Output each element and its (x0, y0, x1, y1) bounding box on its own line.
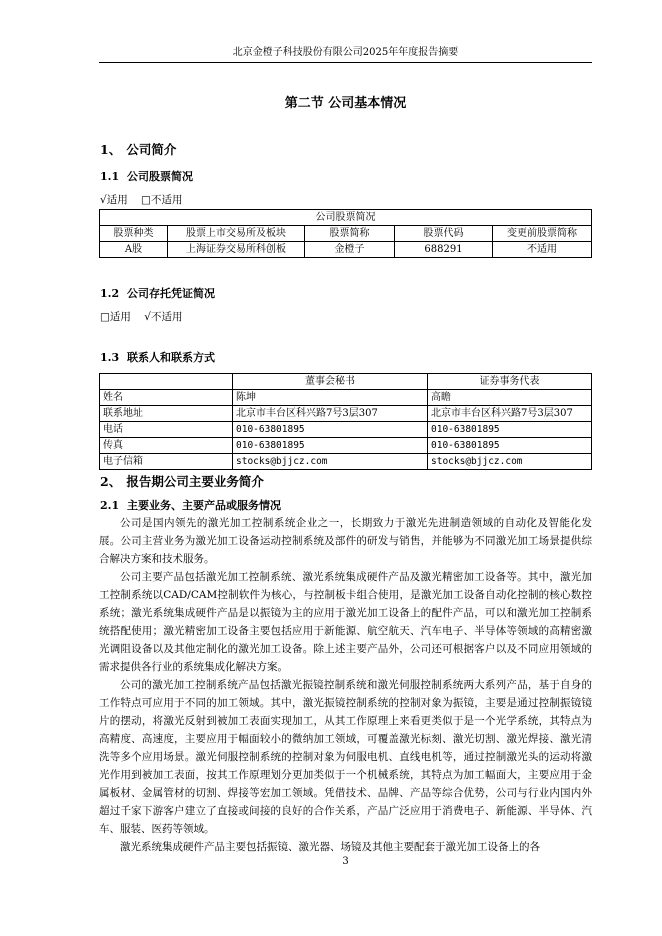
row-label: 姓名 (100, 390, 233, 406)
table-header-row (100, 374, 592, 390)
heading-business-overview (100, 474, 264, 490)
table-cell: 不适用 (493, 242, 592, 258)
heading-number: 1.3 (100, 351, 120, 364)
table-row (100, 242, 592, 258)
representative-value: stocks@bjjcz.com (428, 454, 592, 470)
running-header: 北京金橙子科技股份有限公司2025年年度报告摘要 (232, 47, 459, 58)
not-applicable-option: √不适用 (144, 311, 183, 323)
table-cell: 金橙子 (305, 242, 395, 258)
page-number: 3 (342, 856, 349, 867)
row-label: 电子信箱 (100, 454, 233, 470)
heading-stock-overview (100, 170, 193, 184)
representative-value: 010-63801895 (428, 422, 592, 438)
table-cell: 688291 (395, 242, 493, 258)
secretary-value: 陈坤 (233, 390, 428, 406)
table-row (100, 422, 592, 438)
table-caption-row (100, 210, 592, 226)
table-header-cell: 股票代码 (395, 226, 493, 242)
table-header-cell: 股票上市交易所及板块 (168, 226, 305, 242)
heading-company-profile (100, 142, 176, 158)
table-row (100, 406, 592, 422)
table-caption: 公司股票简况 (100, 210, 592, 226)
heading-contacts (100, 351, 215, 365)
table-row (100, 390, 592, 406)
table-header-cell: 股票简称 (305, 226, 395, 242)
secretary-value: 北京市丰台区科兴路7号3层307 (233, 406, 428, 422)
secretary-value: 010-63801895 (233, 438, 428, 454)
heading-text: 公司存托凭证简况 (126, 287, 215, 300)
table-row (100, 454, 592, 470)
depositary-applicable-check (100, 310, 192, 324)
representative-value: 010-63801895 (428, 438, 592, 454)
paragraph: 激光系统集成硬件产品主要包括振镜、激光器、场镜及其他主要配套于激光加工设备上的各 (120, 841, 540, 853)
table-header-cell: 董事会秘书 (233, 374, 428, 390)
table-header-cell: 证券事务代表 (428, 374, 592, 390)
row-label: 传真 (100, 438, 233, 454)
heading-number: 1、 (100, 142, 122, 157)
stock-applicable-check (100, 193, 192, 207)
representative-value: 北京市丰台区科兴路7号3层307 (428, 406, 592, 422)
heading-number: 2.1 (100, 499, 120, 512)
heading-text: 公司简介 (126, 142, 177, 157)
heading-text: 主要业务、主要产品或服务情况 (126, 499, 281, 512)
heading-number: 2、 (100, 474, 122, 489)
table-header-cell: 股票种类 (100, 226, 168, 242)
table-cell: A股 (100, 242, 168, 258)
stock-overview-table (99, 209, 592, 258)
applicable-option: √适用 (100, 194, 128, 206)
row-label: 电话 (100, 422, 233, 438)
row-label: 联系地址 (100, 406, 233, 422)
secretary-value: stocks@bjjcz.com (233, 454, 428, 470)
heading-main-business (100, 499, 281, 513)
secretary-value: 010-63801895 (233, 422, 428, 438)
heading-text: 报告期公司主要业务简介 (126, 474, 264, 489)
representative-value: 高瞻 (428, 390, 592, 406)
table-header-row (100, 226, 592, 242)
section-title: 第二节 公司基本情况 (284, 96, 407, 111)
header-divider (99, 62, 592, 63)
heading-text: 联系人和联系方式 (126, 351, 215, 364)
contacts-table (99, 373, 592, 470)
paragraph: 公司主要产品包括激光加工控制系统、激光系统集成硬件产品及激光精密加工设备等。其中，激光加工控制系统以CAD/CAM控制软件为核心，与控制板卡组合使用，是激光加工设备自动化控制的核心数控系统；激光系统集成硬件产品是以振镜为主的应用于激光加工设备上的配件产品，可以和激光加工控制系统搭配使用；激光精密加工设备主要包括应用于新能源、航空航天、汽车电子、半导体等领域的高精密激光调阻设备以及其他定制化的激光加工设备。除上述主要产品外，公司还可根据客户以及不同应用领域的需求提供各行业的系统集成化解决方案。 (99, 571, 592, 673)
not-applicable-option: □不适用 (141, 194, 183, 206)
table-row (100, 438, 592, 454)
table-header-cell: 变更前股票简称 (493, 226, 592, 242)
paragraph: 公司的激光加工控制系统产品包括激光振镜控制系统和激光伺服控制系统两大系列产品，基于自身的工作特点可应用于不同的加工领域。其中，激光振镜控制系统的控制对象为振镜，主要是通过控制振镜镜片的摆动，将激光反射到被加工表面实现加工，从其工作原理上来看更类似于是一个光学系统，其特点为高精度、高速度，主要应用于幅面较小的微纳加工领域，可覆盖激光标刻、激光切割、激光焊接、激光清洗等多个应用场景。激光伺服控制系统的控制对象为伺服电机、直线电机等，通过控制激光头的运动将激光作用到被加工表面，按其工作原理划分更加类似于一个机械系统，其特点为加工幅面大，主要应用于金属板材、金属管材的切割、焊接等宏加工领域。凭借技术、品牌、产品等综合优势，公司与行业内国内外超过千家下游客户建立了直接或间接的良好的合作关系，产品广泛应用于消费电子、新能源、半导体、汽车、服装、医药等领域。 (99, 679, 592, 835)
heading-depositary-receipts (100, 287, 215, 301)
paragraph: 公司是国内领先的激光加工控制系统企业之一，长期致力于激光先进制造领域的自动化及智能化发展。公司主营业务为激光加工设备运动控制系统及部件的研发与销售，并能够为不同激光加工场景提供综合解决方案和技术服务。 (99, 517, 592, 565)
table-empty-cell (100, 374, 233, 390)
applicable-option: □适用 (100, 311, 131, 323)
heading-text: 公司股票简况 (126, 170, 193, 183)
table-cell: 上海证券交易所科创板 (168, 242, 305, 258)
business-description (99, 514, 592, 856)
heading-number: 1.1 (100, 170, 120, 183)
heading-number: 1.2 (100, 287, 120, 300)
